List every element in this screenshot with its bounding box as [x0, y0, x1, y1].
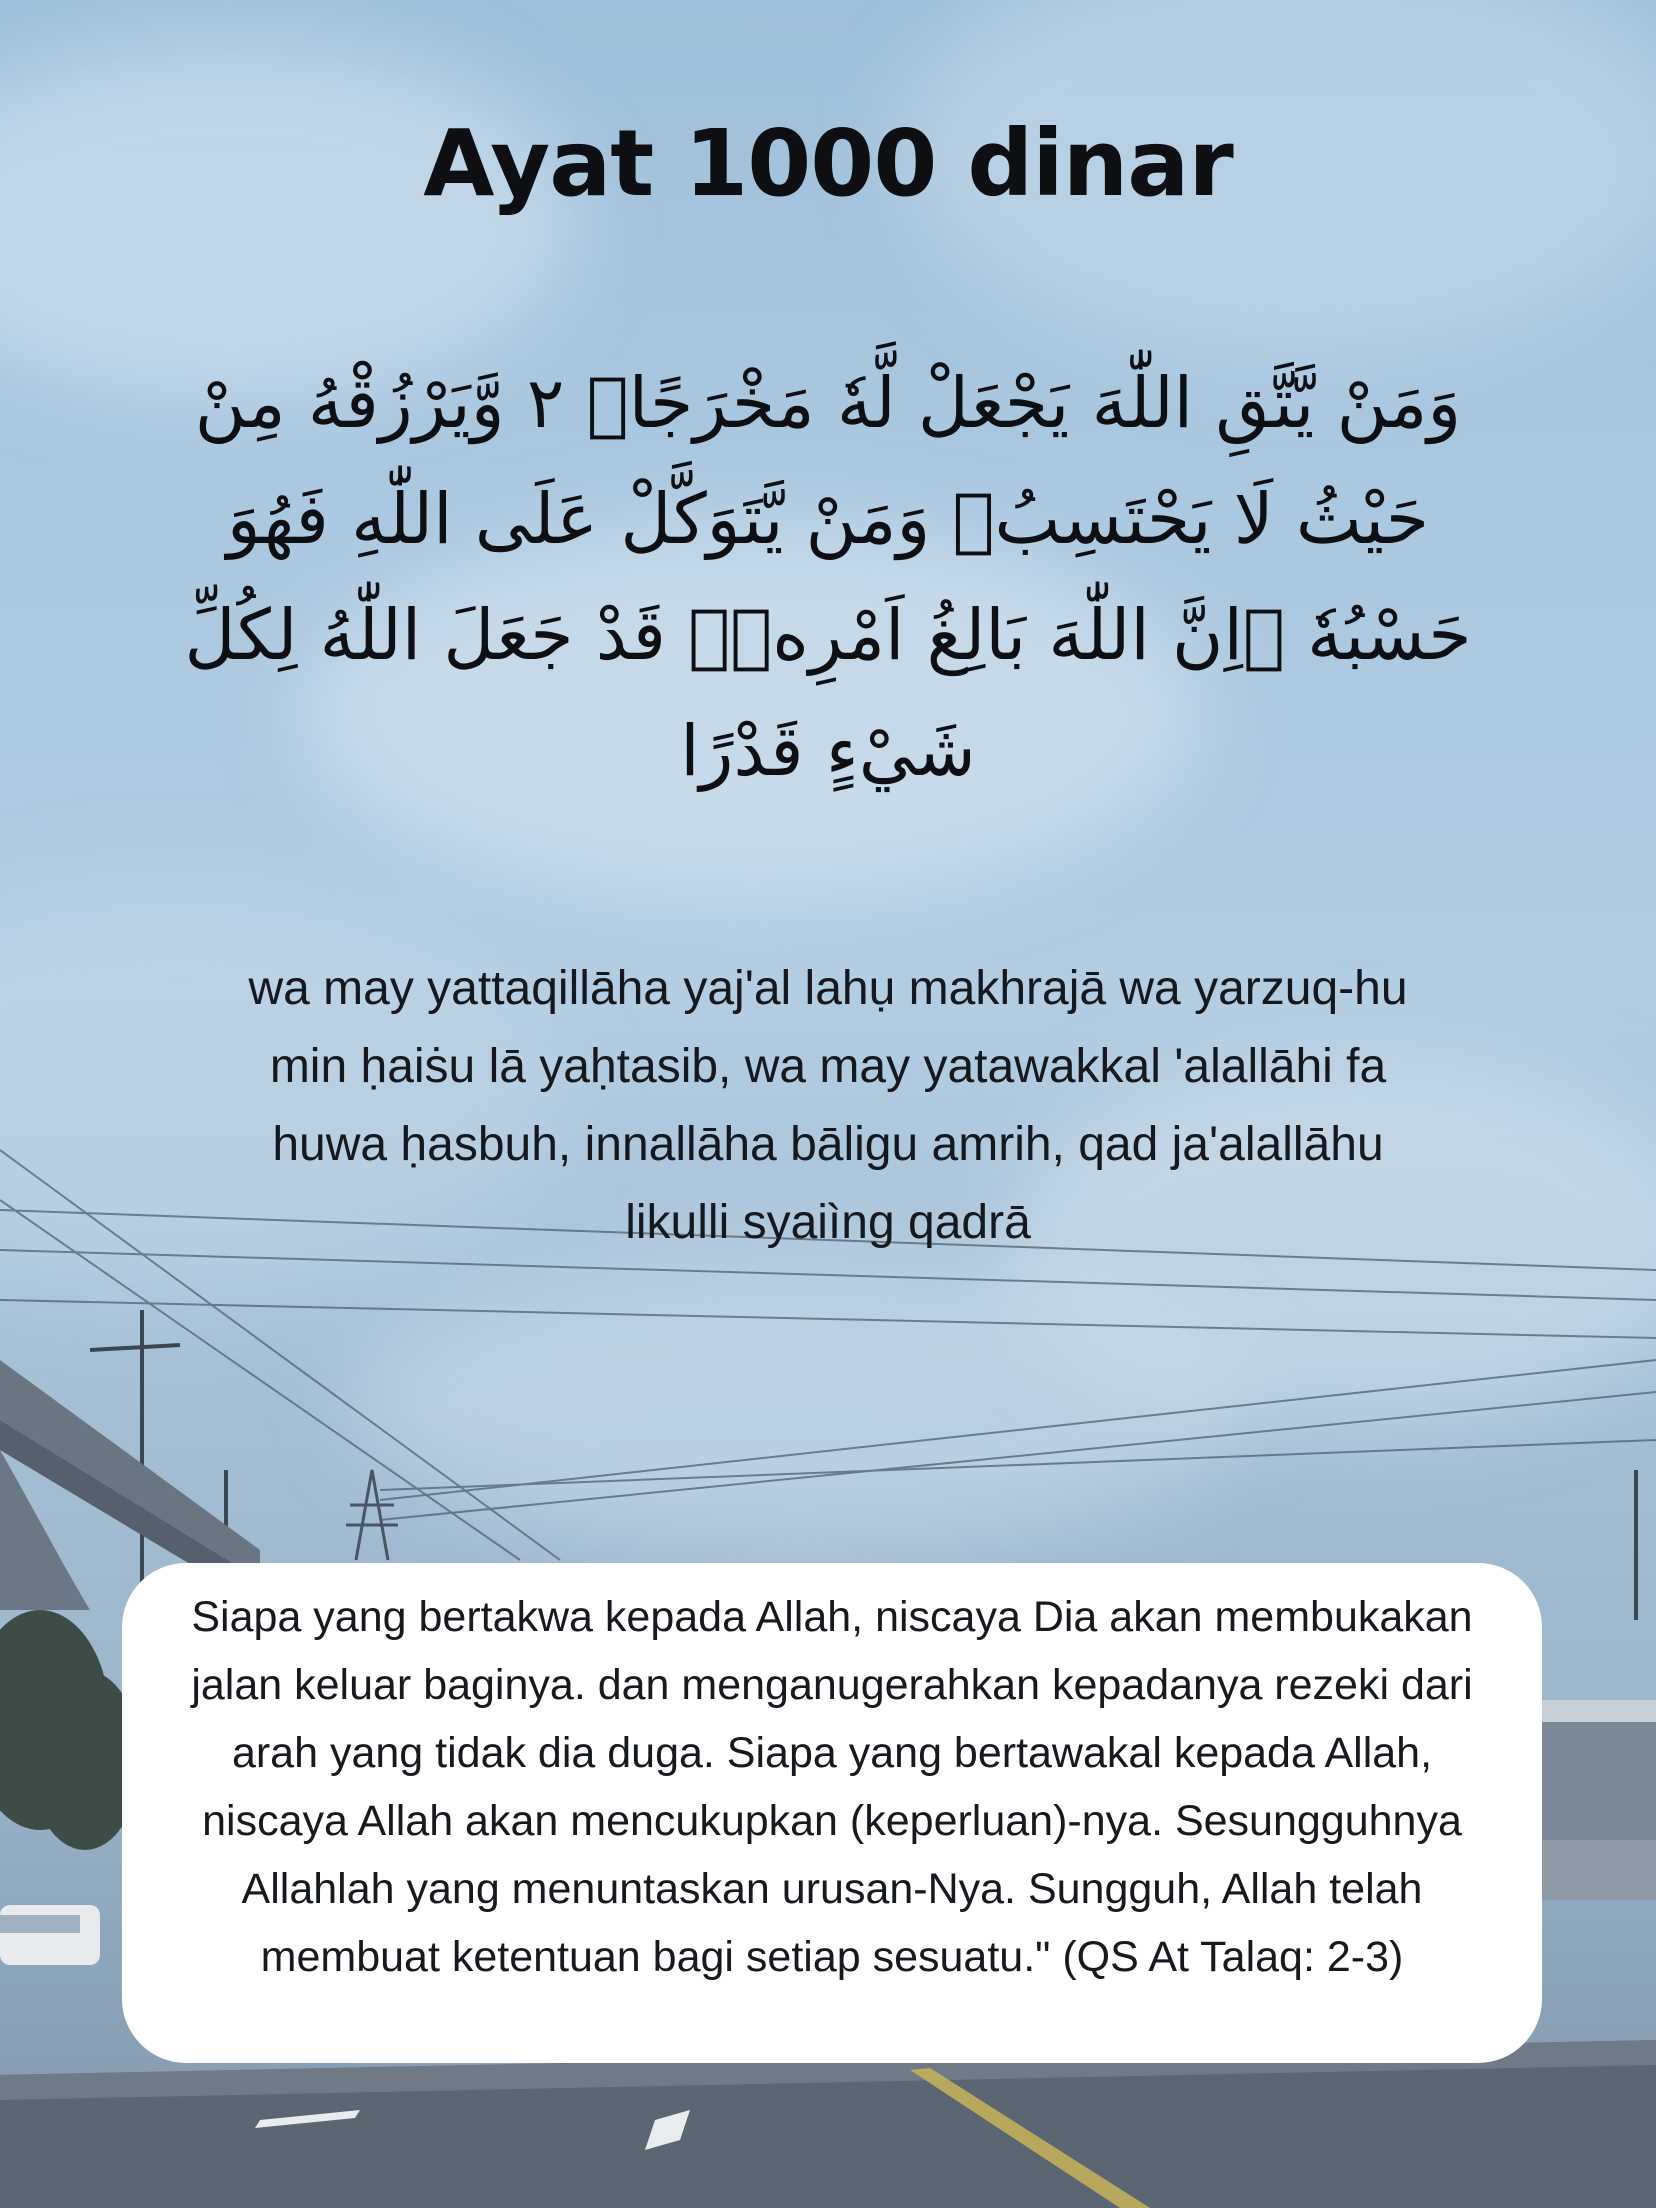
trees-left [0, 1610, 140, 1850]
overpass-right [1542, 1700, 1656, 1900]
arabic-verse: وَمَنْ يَّتَّقِ اللّٰهَ يَجْعَلْ لَّهٗ مَخْرَجًاۙ ٢ وَّيَرْزُقْهُ مِنْ حَيْثُ لَا يَحْتَسِبُۗ وَمَنْ يَّتَوَكَّلْ عَلَى اللّٰهِ فَهُوَ حَسْبُهٗ ۗاِنَّ اللّٰهَ بَالِغُ اَمْرِهٖۗ قَدْ جَعَلَ اللّٰهُ لِكُلِّ شَيْءٍ قَدْرًا [184, 362, 1472, 792]
transliteration-text: wa may yattaqillāha yaj'al lahụ makhrajā wa yarzuq-hu min ḥaiṡu lā yaḥtasib, wa may yatawakkal 'alallāhi fa huwa ḥasbuh, innallāha bāligu amrih, qad ja'alallāhu likulli syaiìng qadrā [248, 962, 1408, 1249]
page-title: Ayat 1000 dinar [423, 110, 1233, 217]
translation-card [122, 1563, 1542, 2063]
road [0, 2040, 1656, 2208]
translation-text: Siapa yang bertakwa kepada Allah, niscaya Dia akan membukakan jalan keluar baginya. dan menganugerahkan kepadanya rezeki dari arah yang tidak dia duga. Siapa yang bertawakal kepada Allah, niscaya Allah akan mencukupkan (keperluan)-nya. Sesungguhnya Allahlah yang menuntaskan urusan-Nya. Sungguh, Allah telah membuat ketentuan bagi setiap sesuatu." (QS At Talaq: 2-3) [191, 1593, 1473, 1981]
transmission-tower [346, 1470, 398, 1560]
vehicle-left [0, 1905, 100, 1965]
